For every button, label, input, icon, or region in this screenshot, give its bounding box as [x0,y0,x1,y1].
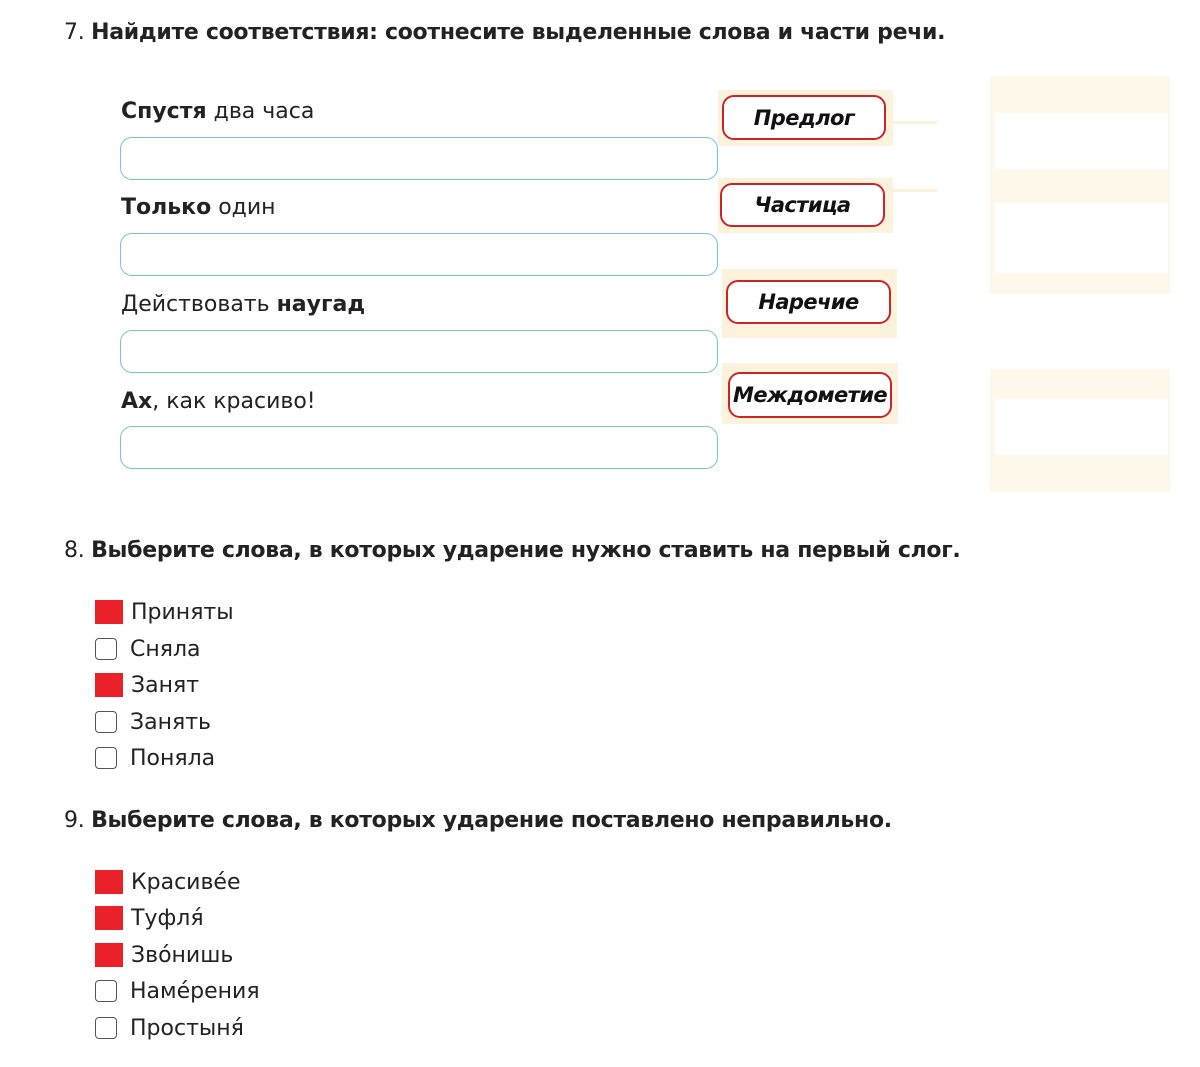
phrase-4-rest: , как красиво! [152,389,316,414]
tag-predlog[interactable]: Предлог [722,95,886,140]
question-8-number: 8. [64,538,85,563]
phrase-1-answer-input[interactable] [120,137,718,180]
phrase-1-bold: Спустя [121,99,207,124]
question-9-number: 9. [64,808,85,833]
phrase-2-label [121,195,276,220]
checkbox-checked[interactable] [95,943,123,967]
q9-option-4-label: Наме́рения [130,978,260,1004]
phrase-4-label [121,389,316,414]
question-9-text: Выберите слова, в которых ударение поставлено неправильно. [91,808,892,833]
q8-option-1[interactable] [95,597,234,627]
phrase-3-answer-input[interactable] [120,330,718,373]
phrase-3-bold: наугад [276,292,366,317]
q9-option-5-label: Простыня́ [130,1015,244,1041]
phrase-4-bold: Ах [121,389,153,414]
q8-option-3-label: Занят [131,672,200,698]
question-8-title [64,538,960,563]
question-7-number: 7. [64,20,85,45]
checkbox-unchecked[interactable] [95,711,117,733]
phrase-1-rest: два часа [206,99,315,124]
question-7-title [64,20,945,45]
q9-option-4[interactable] [95,976,260,1006]
tag-connector-1 [893,121,937,124]
phrase-3-pre: Действовать [121,292,277,317]
phrase-2-rest: один [211,195,276,220]
checkbox-unchecked[interactable] [95,747,117,769]
checkbox-unchecked[interactable] [95,638,117,660]
phrase-2-bold: Только [121,195,212,220]
q9-option-1-label: Красиве́е [131,869,241,895]
tag-mezhdometie[interactable]: Междометие [728,372,892,418]
tag-chastitsa[interactable]: Частица [720,183,885,227]
phrase-3-label [121,292,365,317]
checkbox-unchecked[interactable] [95,1017,117,1039]
tag-narechie[interactable]: Наречие [726,280,891,324]
question-7-text: Найдите соответствия: соотнесите выделенные слова и части речи. [91,20,946,45]
phrase-1-label [121,99,314,124]
tag-connector-2 [893,189,937,192]
q9-option-1[interactable] [95,867,241,897]
drop-slot-2[interactable] [995,203,1168,273]
checkbox-checked[interactable] [95,600,123,624]
q8-option-3[interactable] [95,670,199,700]
q8-option-5[interactable] [95,743,215,773]
phrase-4-answer-input[interactable] [120,426,718,469]
drop-slot-1[interactable] [995,113,1168,169]
q9-option-3[interactable] [95,940,233,970]
question-8-text: Выберите слова, в которых ударение нужно ставить на первый слог. [91,538,961,563]
q9-option-2-label: Туфля́ [131,905,204,931]
q8-option-4-label: Занять [130,709,211,735]
question-9-title [64,808,892,833]
q9-option-5[interactable] [95,1013,244,1043]
q8-option-5-label: Поняла [130,745,216,771]
drop-slot-3[interactable] [995,399,1168,455]
checkbox-checked[interactable] [95,870,123,894]
phrase-2-answer-input[interactable] [120,233,718,276]
q8-option-2[interactable] [95,634,201,664]
q9-option-3-label: Зво́нишь [131,942,234,968]
q8-option-4[interactable] [95,707,211,737]
checkbox-checked[interactable] [95,906,123,930]
q9-option-2[interactable] [95,903,204,933]
checkbox-checked[interactable] [95,673,123,697]
q8-option-1-label: Приняты [131,599,234,625]
checkbox-unchecked[interactable] [95,980,117,1002]
q8-option-2-label: Сняла [130,636,201,662]
